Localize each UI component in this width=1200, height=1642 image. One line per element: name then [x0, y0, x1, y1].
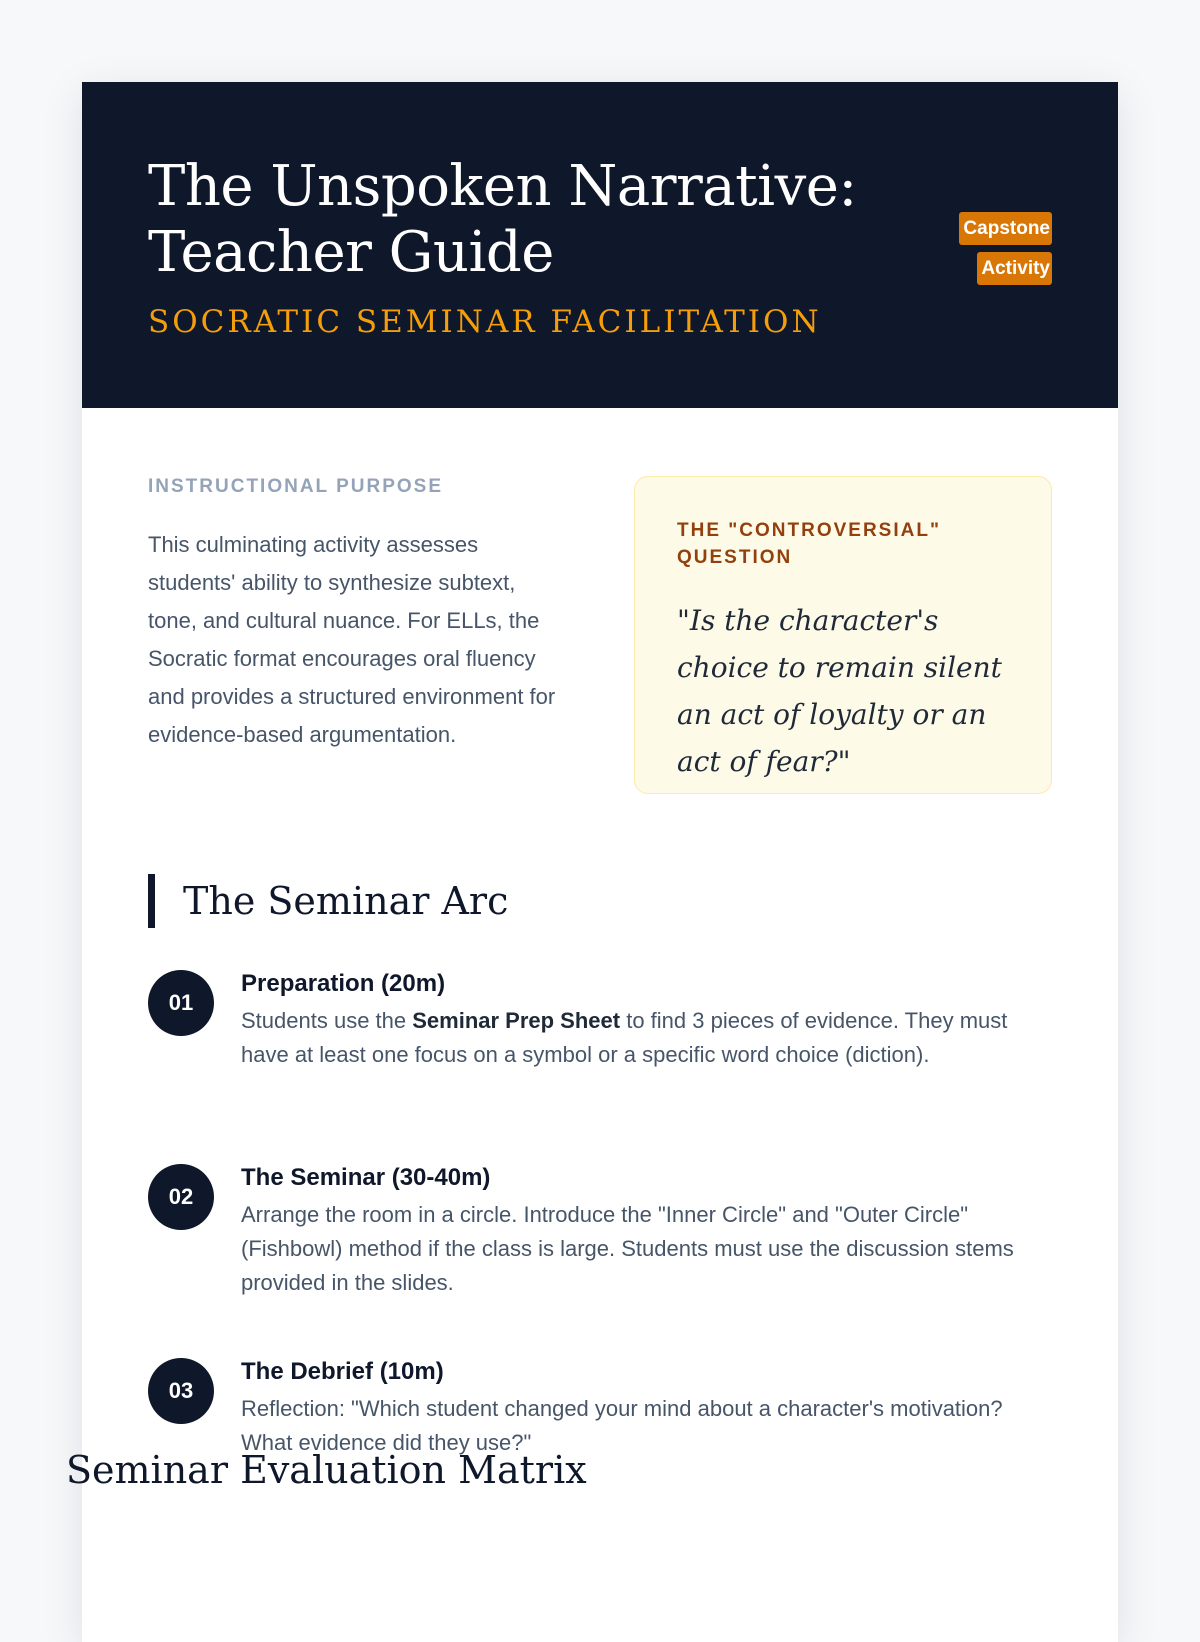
step-number-badge: 01	[148, 970, 214, 1036]
step-item	[148, 968, 1052, 1117]
purpose-label: INSTRUCTIONAL PURPOSE	[148, 476, 444, 497]
step-desc-after: to find 3 pieces of evidence. They must have at least one focus on a symbol or a specific word choice (diction).	[241, 1008, 1008, 1067]
step-title: The Debrief (10m)	[241, 1358, 444, 1385]
step-title: The Seminar (30-40m)	[241, 1164, 491, 1191]
step-body	[241, 1356, 1052, 1460]
accent-bar	[148, 874, 155, 928]
step-desc-before: Students use the	[241, 1008, 413, 1033]
matrix-title: Seminar Evaluation Matrix	[66, 1448, 587, 1492]
instructional-purpose	[148, 476, 568, 754]
section-title: The Seminar Arc	[183, 879, 509, 923]
step-description: Arrange the room in a circle. Introduce the "Inner Circle" and "Outer Circle" (Fishbowl) method if the class is large. Students must use the discussion stems provided in the slides.	[241, 1202, 1014, 1295]
page-title: The Unspoken Narrative: Teacher Guide	[148, 154, 857, 285]
step-title: Preparation (20m)	[241, 970, 446, 997]
step-description: Reflection: "Which student changed your mind about a character's motivation? What evidence did they use?"	[241, 1396, 1003, 1455]
question-label: THE "CONTROVERSIAL" QUESTION	[677, 520, 941, 568]
step-description	[241, 1004, 1052, 1072]
controversial-question-card	[634, 476, 1052, 794]
step-body	[241, 968, 1052, 1072]
section-heading	[148, 874, 1052, 928]
step-desc-bold: Seminar Prep Sheet	[412, 1008, 621, 1033]
capstone-badge	[938, 209, 1052, 289]
intro-section	[148, 476, 1052, 796]
page-subtitle: SOCRATIC SEMINAR FACILITATION	[148, 304, 822, 340]
step-item	[148, 1162, 1052, 1311]
step-number-badge: 02	[148, 1164, 214, 1230]
purpose-text: This culminating activity assesses students' ability to synthesize subtext, tone, and cultural nuance. For ELLs, the Socratic format encourages oral fluency and provides a structured environment for evidence-based argumentation.	[148, 532, 556, 747]
teacher-guide-page	[82, 82, 1118, 1642]
steps-list	[148, 968, 1052, 1505]
question-text: "Is the character's choice to remain silent an act of loyalty or an act of fear?"	[677, 604, 1002, 778]
step-number-badge: 03	[148, 1358, 214, 1424]
guide-header	[82, 82, 1118, 408]
step-body	[241, 1162, 1052, 1300]
badge-label: Capstone Activity	[959, 212, 1052, 285]
